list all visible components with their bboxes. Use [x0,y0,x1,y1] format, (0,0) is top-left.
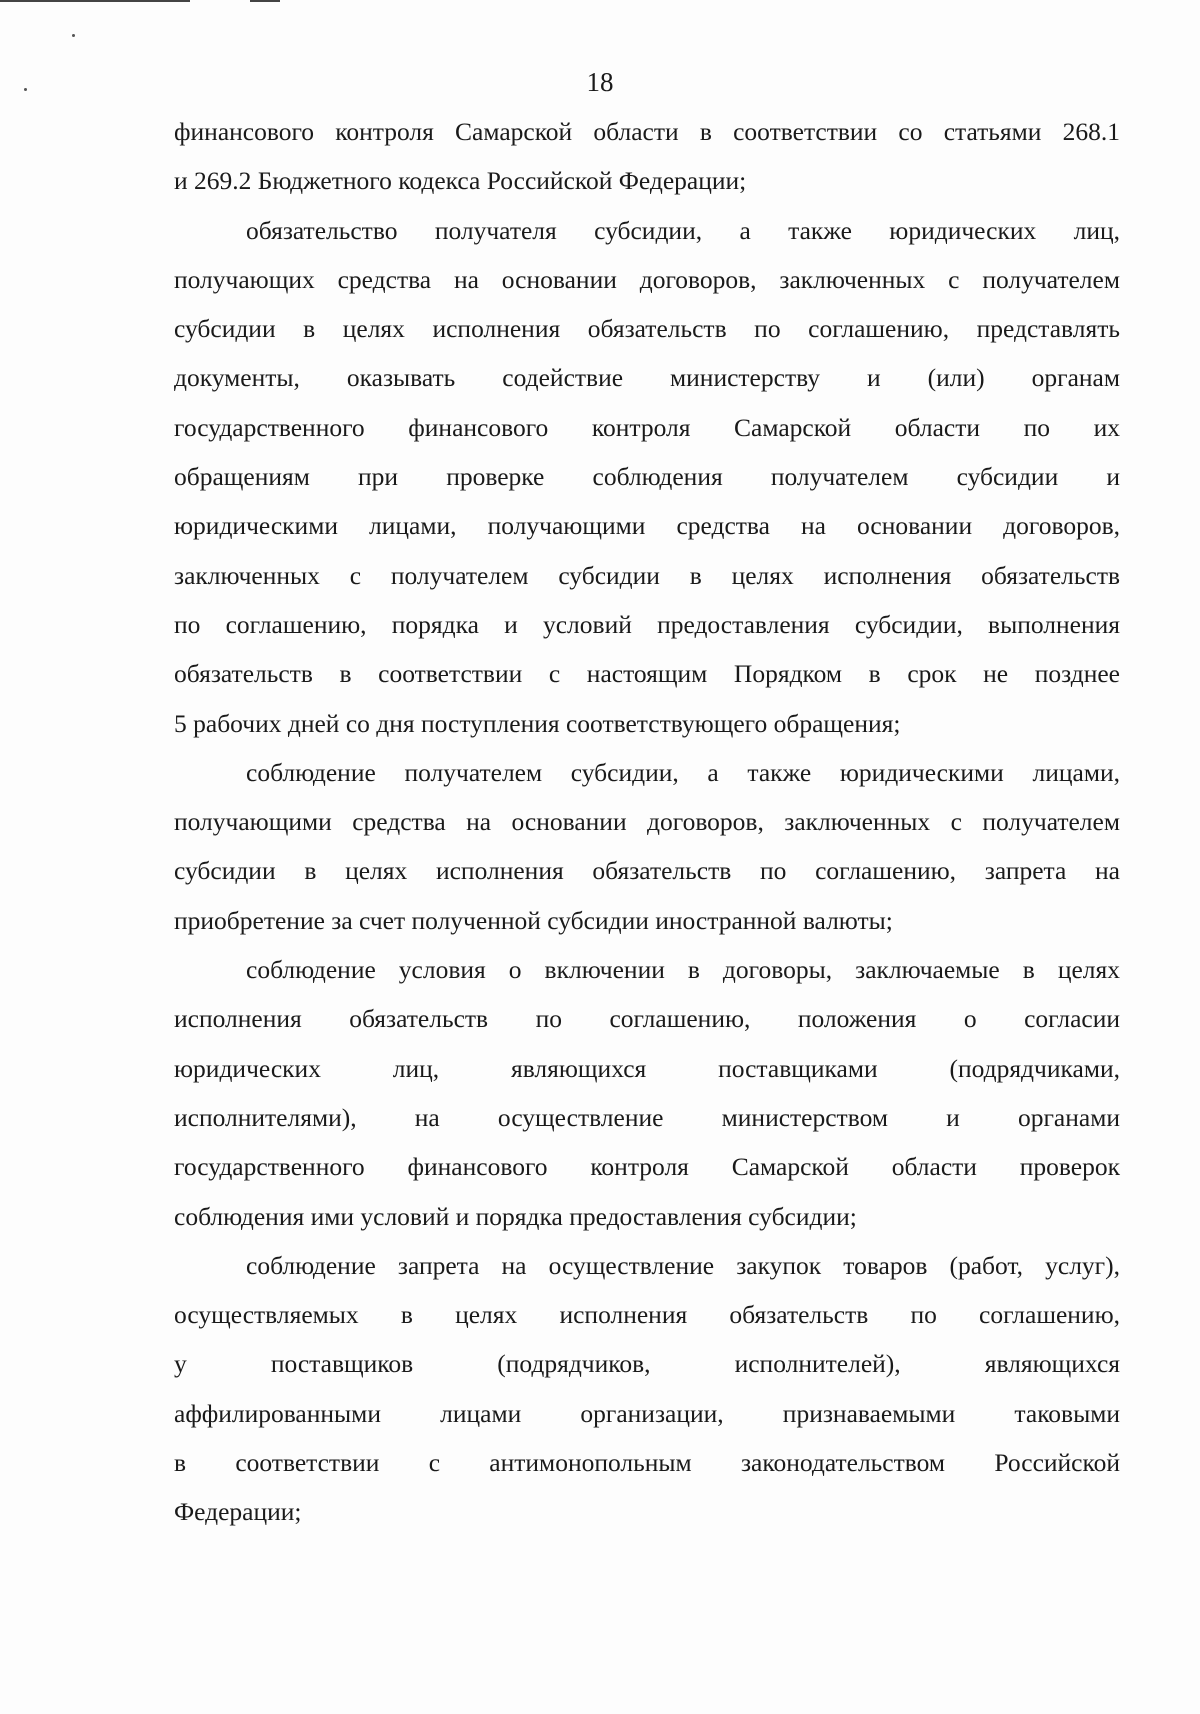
text-line: государственного финансового контроля Самарской области по их [174,412,1120,442]
text-line: осуществляемых в целях исполнения обязательств по соглашению, [174,1300,1120,1330]
text-line: обязательств в соответствии с настоящим Порядком в срок не позднее [174,659,1120,689]
page-number: 18 [586,67,614,97]
scan-dust [72,34,75,37]
text-line: аффилированными лицами организации, признаваемыми таковыми [174,1398,1120,1428]
paragraph [174,748,1120,945]
text-line: финансового контроля Самарской области в соответствии со статьями 268.1 [174,117,1120,146]
text-line: исполнителями), на осуществление министерством и органами [174,1102,1120,1132]
text-line: юридических лиц, являющихся поставщиками (подрядчиками, [174,1053,1120,1083]
text-line: получающих средства на основании договоров, заключенных с получателем [174,264,1120,294]
text-line: обязательство получателя субсидии, а также юридических лиц, [246,215,1120,245]
text-line: документы, оказывать содействие министерству и (или) органам [174,363,1120,393]
text-line: заключенных с получателем субсидии в целях исполнения обязательств [174,560,1120,590]
scan-edge-mark [0,0,190,2]
paragraph [174,1241,1120,1537]
text-line: субсидии в целях исполнения обязательств по соглашению, запрета на [174,856,1120,886]
text-line: приобретение за счет полученной субсидии иностранной валюты; [174,905,893,935]
text-line: по соглашению, порядка и условий предоставления субсидии, выполнения [174,609,1120,639]
document-body [174,107,1120,1537]
text-line: государственного финансового контроля Самарской области проверок [174,1152,1120,1182]
scan-edge-mark [250,0,280,2]
text-line: получающими средства на основании договоров, заключенных с получателем [174,807,1120,837]
text-line: Федерации; [174,1497,302,1527]
paragraph [174,945,1120,1241]
text-line: у поставщиков (подрядчиков, исполнителей), являющихся [174,1349,1120,1379]
text-line: обращениям при проверке соблюдения получателем субсидии и [174,462,1120,492]
text-line: соблюдение условия о включении в договоры, заключаемые в целях [246,955,1120,985]
text-line: соблюдение получателем субсидии, а также юридическими лицами, [246,757,1120,787]
text-line: соблюдения ими условий и порядка предоставления субсидии; [174,1201,857,1231]
text-line: юридическими лицами, получающими средства на основании договоров, [174,511,1120,541]
text-line: соблюдение запрета на осуществление закупок товаров (работ, услуг), [246,1250,1120,1280]
text-line: и 269.2 Бюджетного кодекса Российской Федерации; [174,166,747,196]
text-line: в соответствии с антимонопольным законодательством Российской [174,1448,1120,1478]
text-line: субсидии в целях исполнения обязательств по соглашению, представлять [174,314,1120,344]
text-line: исполнения обязательств по соглашению, положения о согласии [174,1004,1120,1034]
paragraph [174,107,1120,206]
paragraph [174,206,1120,748]
text-line: 5 рабочих дней со дня поступления соответствующего обращения; [174,708,901,738]
